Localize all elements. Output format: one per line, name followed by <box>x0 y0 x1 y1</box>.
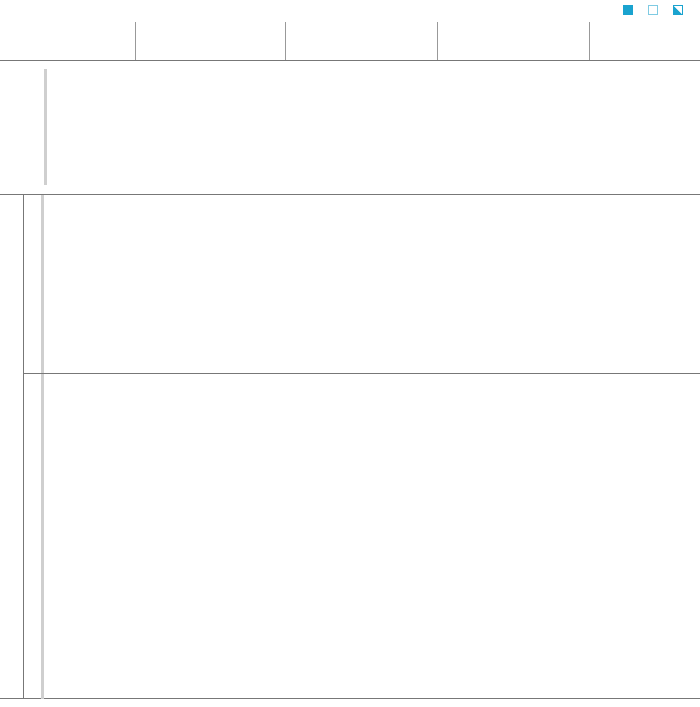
year-header-4 <box>590 22 700 60</box>
legend-required <box>623 5 636 15</box>
required-square-icon <box>623 5 633 15</box>
legend-elective <box>648 5 661 15</box>
general-education-section <box>0 61 700 195</box>
year-header-row <box>0 22 700 61</box>
legend-either <box>673 5 686 15</box>
legend <box>623 2 698 18</box>
year-header-blank <box>0 22 136 60</box>
year-header-2 <box>286 22 438 60</box>
year-header-1 <box>136 22 286 60</box>
specialized-education-section <box>0 195 700 699</box>
specialized-education-label <box>0 195 24 698</box>
divider <box>44 69 47 185</box>
group-label-basic <box>24 195 44 373</box>
divider <box>24 373 700 374</box>
year-header-3 <box>438 22 590 60</box>
group-label-major <box>24 373 44 699</box>
general-education-label <box>0 61 44 194</box>
either-half-square-icon <box>673 5 683 15</box>
elective-square-icon <box>648 5 658 15</box>
